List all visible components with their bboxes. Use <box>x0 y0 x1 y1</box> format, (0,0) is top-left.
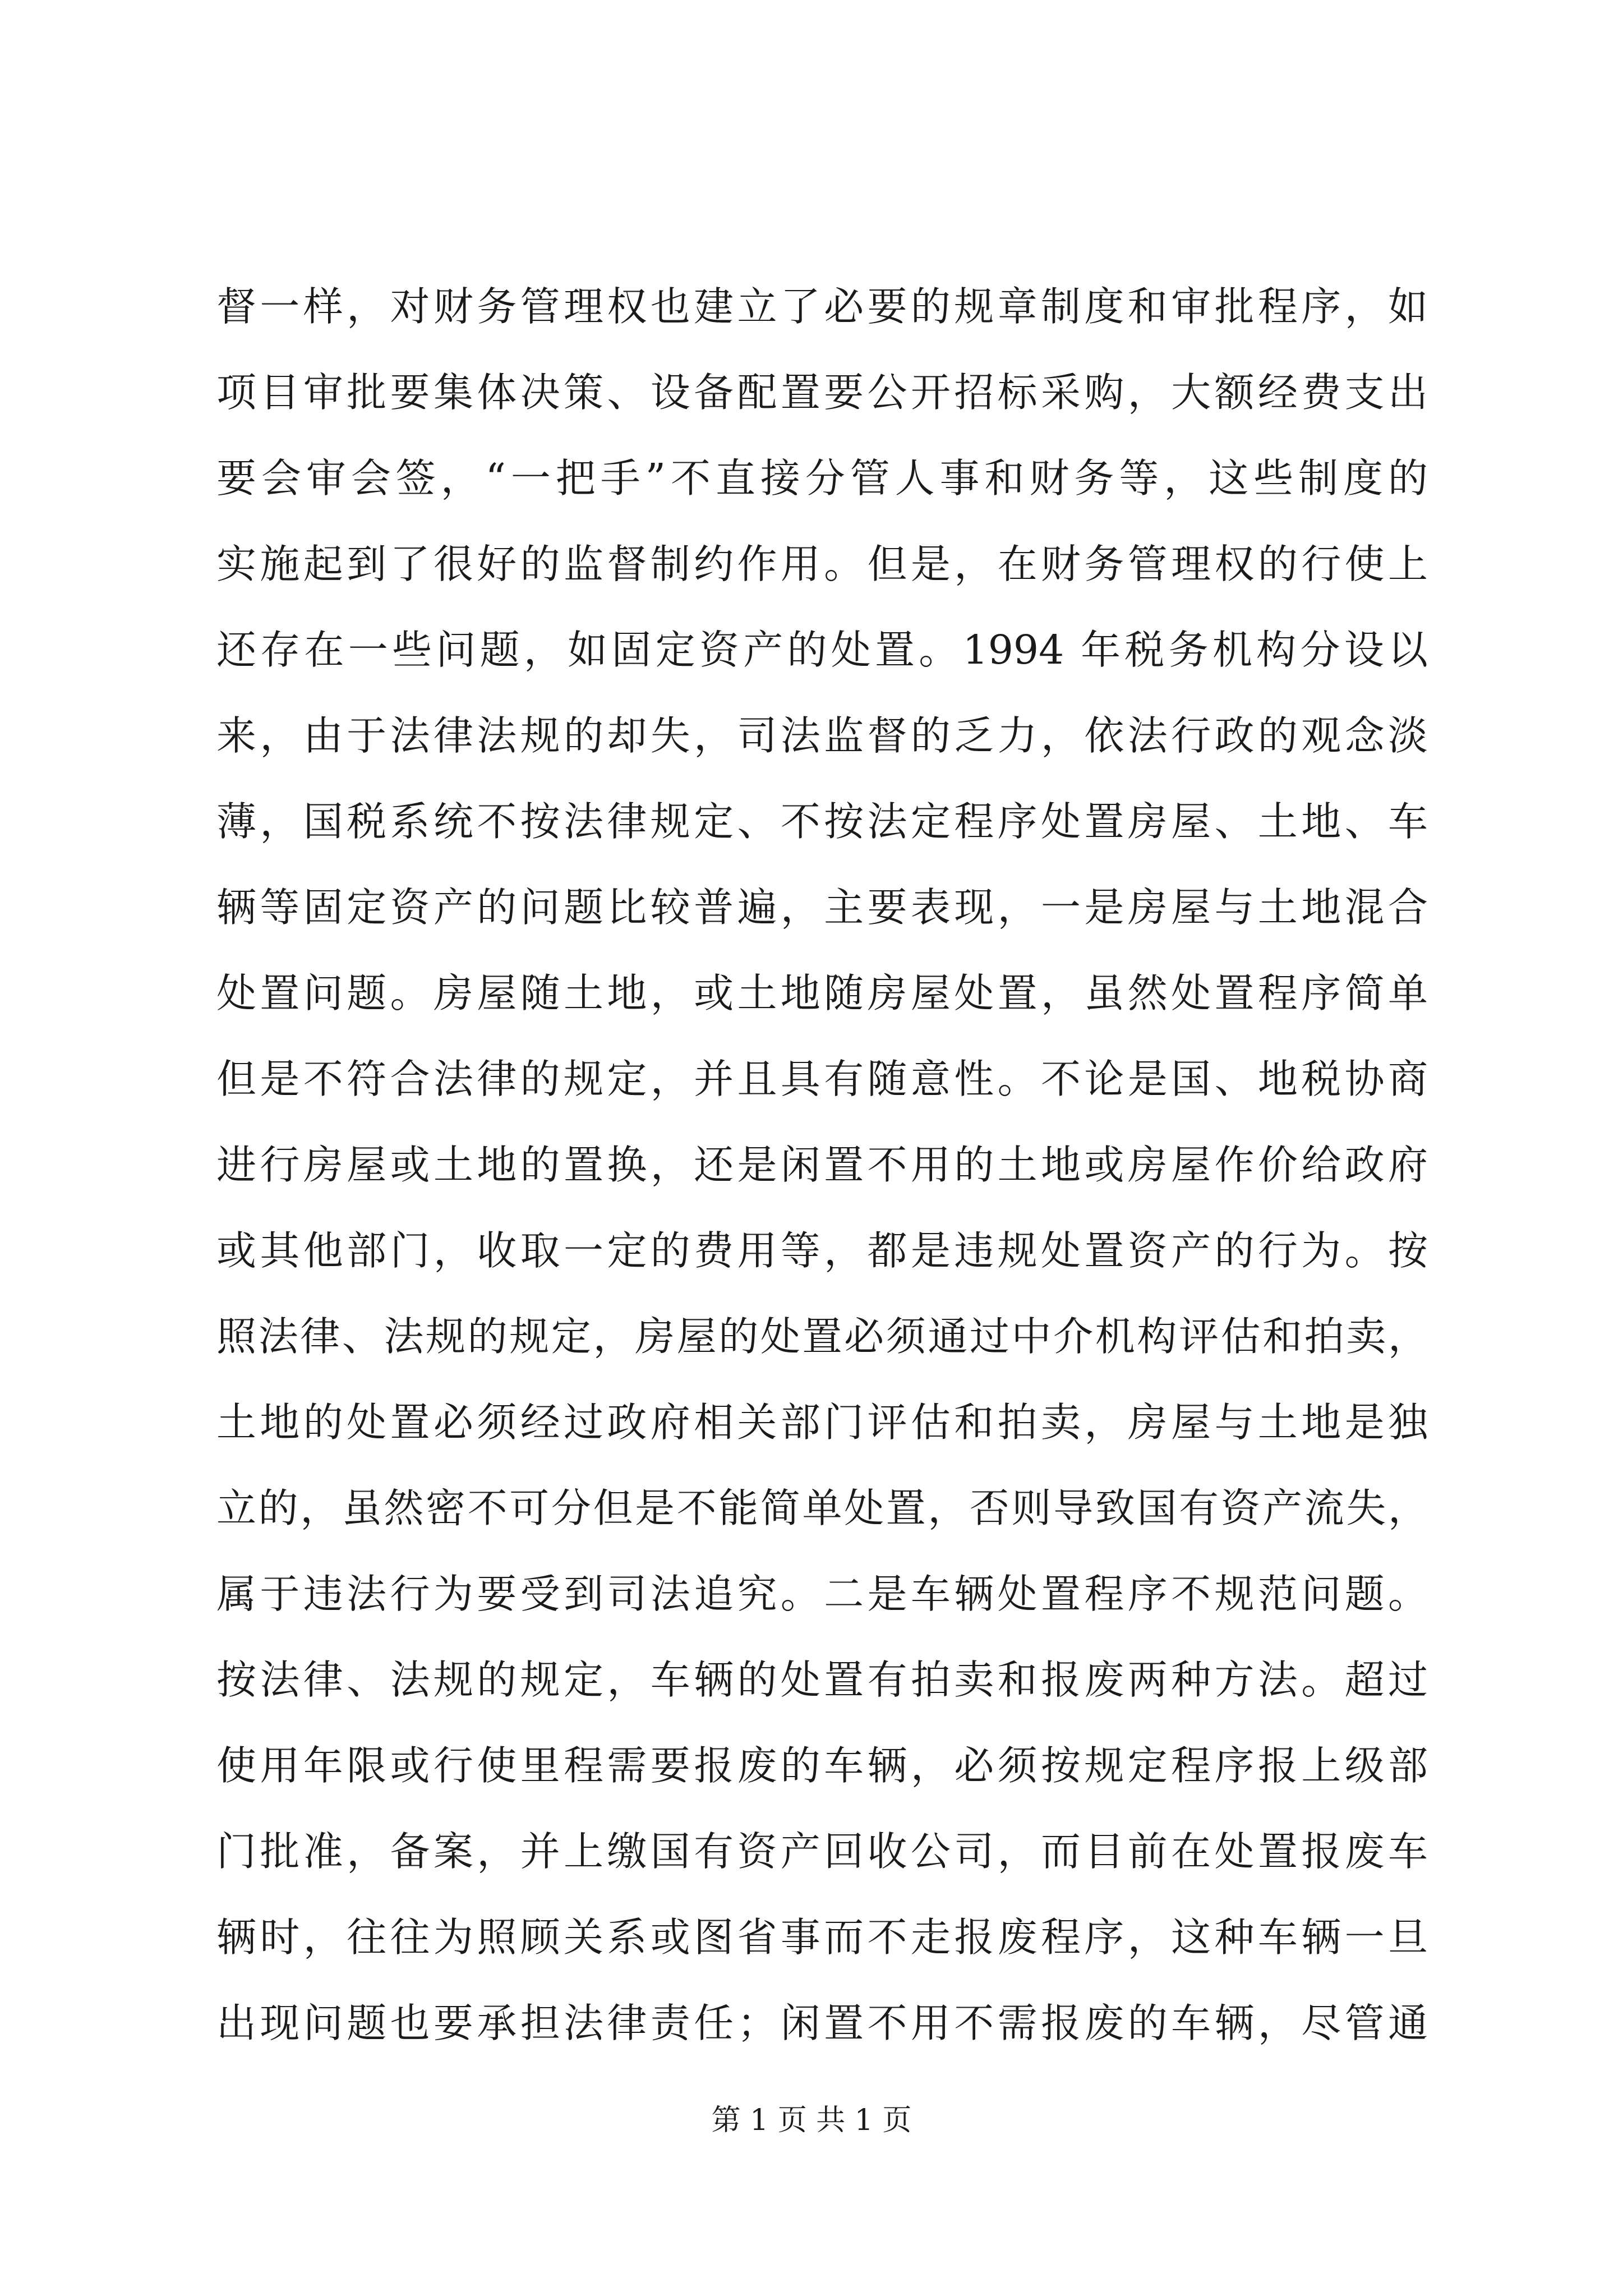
text-line: 属于违法行为要受到司法追究。二是车辆处置程序不规范问题。 <box>216 1571 1428 1617</box>
text-line: 出现问题也要承担法律责任；闲置不用不需报废的车辆，尽管通 <box>216 2000 1428 2046</box>
text-line: 来，由于法律法规的却失，司法监督的乏力，依法行政的观念淡 <box>216 712 1428 759</box>
text-line: 土地的处置必须经过政府相关部门评估和拍卖，房屋与土地是独 <box>216 1399 1428 1446</box>
text-line: 但是不符合法律的规定，并且具有随意性。不论是国、地税协商 <box>216 1056 1428 1102</box>
text-line: 使用年限或行使里程需要报废的车辆，必须按规定程序报上级部 <box>216 1742 1428 1789</box>
text-line: 督一样，对财务管理权也建立了必要的规章制度和审批程序，如 <box>216 283 1428 330</box>
text-line: 项目审批要集体决策、设备配置要公开招标采购，大额经费支出 <box>216 369 1428 416</box>
text-line: 薄，国税系统不按法律规定、不按法定程序处置房屋、土地、车 <box>216 798 1428 845</box>
body-text <box>216 264 1428 2066</box>
text-line: 还存在一些问题，如固定资产的处置。1994 年税务机构分设以 <box>216 627 1428 673</box>
text-line: 或其他部门，收取一定的费用等，都是违规处置资产的行为。按 <box>216 1227 1428 1274</box>
text-line: 照法律、法规的规定，房屋的处置必须通过中介机构评估和拍卖， <box>216 1313 1428 1360</box>
text-line: 按法律、法规的规定，车辆的处置有拍卖和报废两种方法。超过 <box>216 1657 1428 1703</box>
text-line: 处置问题。房屋随土地，或土地随房屋处置，虽然处置程序简单 <box>216 970 1428 1016</box>
page-number-footer: 第 1 页 共 1 页 <box>711 2104 912 2137</box>
text-line: 辆等固定资产的问题比较普遍，主要表现，一是房屋与土地混合 <box>216 884 1428 931</box>
text-line: 立的，虽然密不可分但是不能简单处置，否则导致国有资产流失， <box>216 1485 1428 1531</box>
text-line: 门批准，备案，并上缴国有资产回收公司，而目前在处置报废车 <box>216 1828 1428 1875</box>
text-line: 辆时，往往为照顾关系或图省事而不走报废程序，这种车辆一旦 <box>216 1914 1428 1961</box>
text-line: 要会审会签，“一把手”不直接分管人事和财务等，这些制度的 <box>216 455 1428 501</box>
text-line: 实施起到了很好的监督制约作用。但是，在财务管理权的行使上 <box>216 541 1428 587</box>
text-line: 进行房屋或土地的置换，还是闲置不用的土地或房屋作价给政府 <box>216 1142 1428 1188</box>
